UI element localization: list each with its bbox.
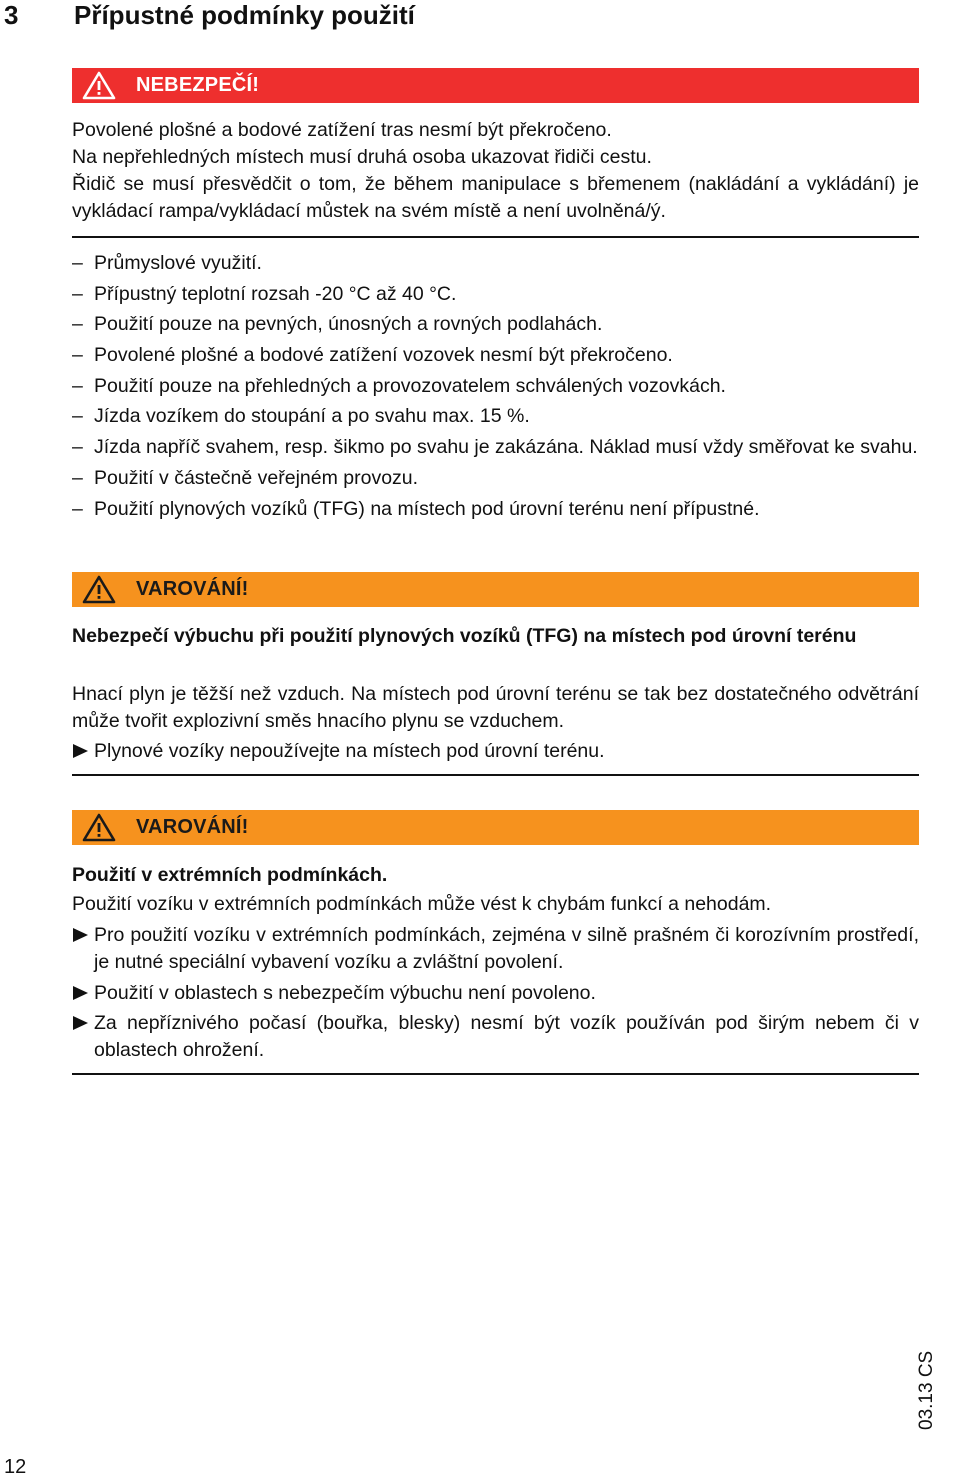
- list-item: – Jízda napříč svahem, resp. šikmo po svahu je zakázána. Náklad musí vždy směřovat ke svahu.: [72, 434, 919, 461]
- list-item: – Použití pouze na přehledných a provozovatelem schválených vozovkách.: [72, 373, 919, 400]
- danger-line: Řidič se musí přesvědčit o tom, že během manipulace s břemenem (nakládání a vykládání) je vykládací rampa/vykládací můstek na svém místě a není uvolněná/ý.: [72, 173, 919, 222]
- section-title: Přípustné podmínky použití: [74, 0, 415, 30]
- list-item: – Použití pouze na pevných, únosných a rovných podlahách.: [72, 311, 919, 338]
- list-item: – Průmyslové využití.: [72, 250, 919, 277]
- conditions-list: [72, 250, 919, 526]
- warning-heading: Použití v extrémních podmínkách.: [72, 864, 388, 886]
- danger-label: NEBEZPEČÍ!: [136, 74, 260, 96]
- divider: [72, 774, 919, 776]
- list-item: – Povolené plošné a bodové zatížení vozovek nesmí být překročeno.: [72, 342, 919, 369]
- page-number: 12: [4, 1456, 27, 1478]
- action-item: Za nepříznivého počasí (bouřka, blesky) nesmí být vozík používán pod širým nebem či v oblastech ohrožení.: [72, 1010, 919, 1064]
- warning-label: VAROVÁNÍ!: [136, 578, 249, 600]
- warning-body: Hnací plyn je těžší než vzduch. Na místech pod úrovní terénu se tak bez dostatečného odvětrání může tvořit explozivní směs hnacího plynu se vzduchem.: [72, 683, 919, 732]
- list-item: – Jízda vozíkem do stoupání a po svahu max. 15 %.: [72, 403, 919, 430]
- warning-triangle-icon: [82, 813, 116, 842]
- action-item: Pro použití vozíku v extrémních podmínkách, zejména v silně prašném či korozívním prostředí, je nutné speciální vybavení vozíku a zvláštní povolení.: [72, 922, 919, 976]
- warning-banner: [72, 810, 919, 845]
- list-item: – Použití plynových vozíků (TFG) na místech pod úrovní terénu není přípustné.: [72, 496, 919, 523]
- divider: [72, 236, 919, 238]
- list-item: – Přípustný teplotní rozsah -20 °C až 40 °C.: [72, 281, 919, 308]
- warning-triangle-icon: [82, 575, 116, 604]
- warning-body: Použití vozíku v extrémních podmínkách může vést k chybám funkcí a nehodám.: [72, 893, 772, 915]
- list-item: – Použití v částečně veřejném provozu.: [72, 465, 919, 492]
- danger-line: Povolené plošné a bodové zatížení tras nesmí být překročeno.: [72, 119, 612, 141]
- section-number: 3: [4, 0, 19, 30]
- danger-banner: [72, 68, 919, 103]
- action-item: Plynové vozíky nepoužívejte na místech pod úrovní terénu.: [72, 738, 919, 765]
- action-item: Použití v oblastech s nebezpečím výbuchu není povoleno.: [72, 980, 919, 1007]
- document-code: 03.13 CS: [916, 1350, 937, 1430]
- action-list: [72, 922, 919, 1068]
- warning-banner: [72, 572, 919, 607]
- danger-line: Na nepřehledných místech musí druhá osoba ukazovat řidiči cestu.: [72, 146, 652, 168]
- section-heading: [0, 0, 960, 34]
- warning-heading: Nebezpečí výbuchu při použití plynových vozíků (TFG) na místech pod úrovní terénu: [72, 625, 857, 647]
- action-list: [72, 738, 919, 769]
- divider: [72, 1073, 919, 1075]
- warning-triangle-icon: [82, 71, 116, 100]
- warning-label: VAROVÁNÍ!: [136, 816, 249, 838]
